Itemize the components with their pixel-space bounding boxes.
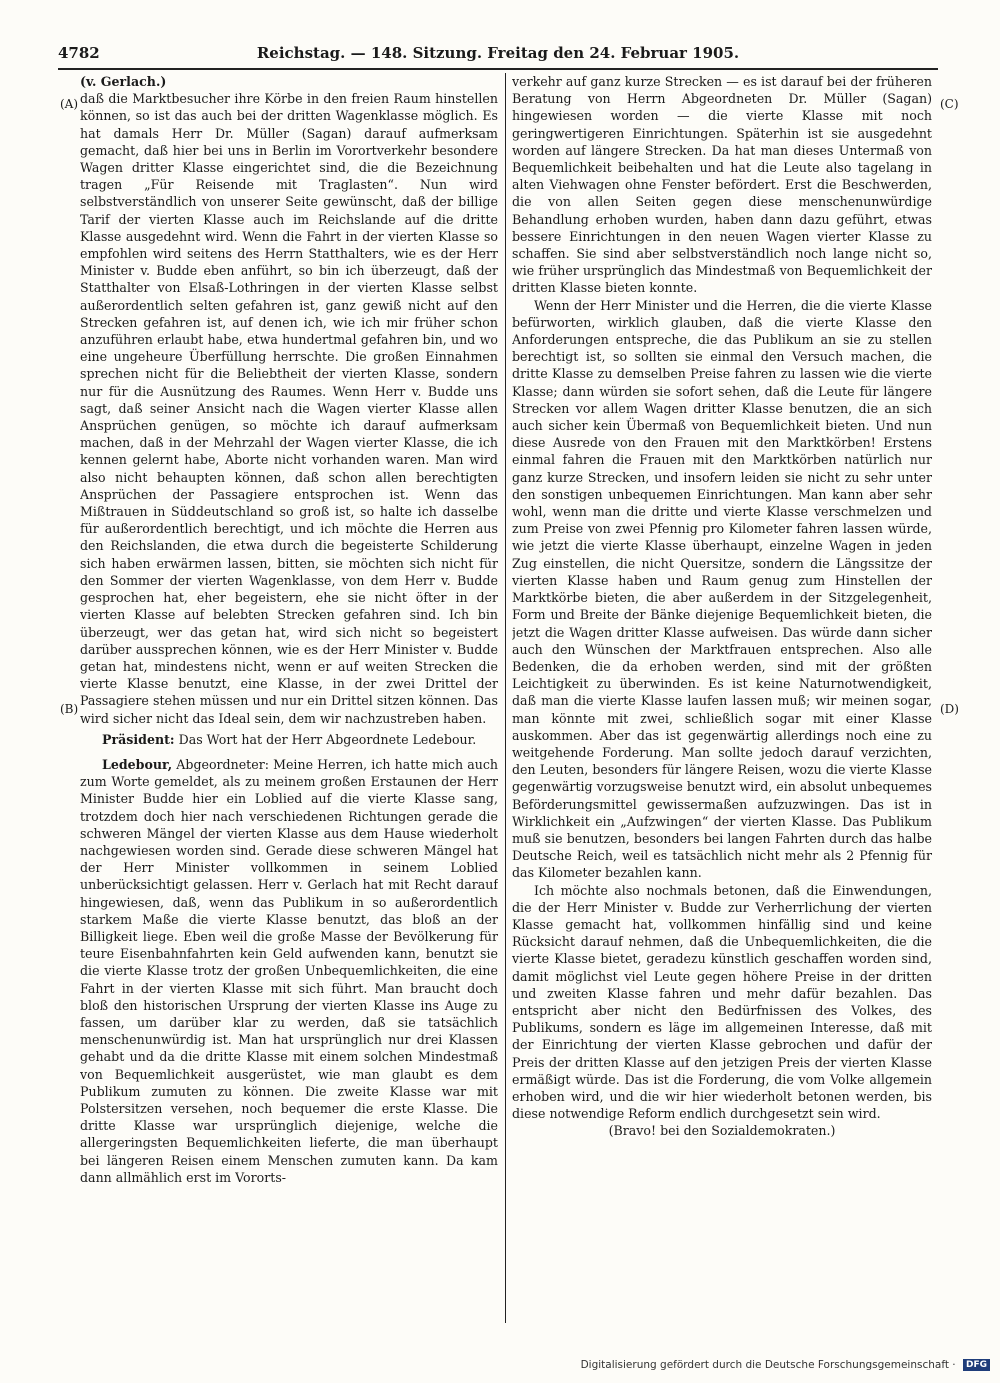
speech-text: Abgeordneter: Meine Herren, ich hatte mich auch zum Worte gemeldet, als zu meinem großen Erstaunen der Herr Minister Budde hier ein Loblied auf die vierte Klasse sang, trotzdem doch hier nach verschiedenen Richtungen gerade die schweren Mängel der vierten Klasse aus dem Hause wiederholt nachgewiesen worden sind. Gerade diese schweren Mängel hat der Herr Minister vollkommen in seinem Loblied unberücksichtigt gelassen. Herr v. Gerlach hat mit Recht darauf hingewiesen, daß, wenn das Publikum in so außerordentlich starkem Maße die vierte Klasse benutzt, das bloß an der Billigkeit liege. Eben weil die große Masse der Bevölkerung für teure Eisenbahnfahrten kein Geld aufwenden kann, benutzt sie die vierte Klasse trotz der großen Unbequemlichkeiten, die eine Fahrt in der vierten Klasse mit sich führt. Man braucht doch bloß den historischen Ursprung der vierten Klasse ins Auge zu fassen, um darüber klar zu werden, daß sie tatsächlich menschenunwürdig ist. Man hat ursprünglich nur drei Klassen gehabt und da die dritte Klasse mit einem solchen Mindestmaß von Bequemlichkeit ausgerüstet, wie man glaubt es dem Publikum zumuten zu können. Die zweite Klasse war mit Polstersitzen versehen, noch bequemer die erste Klasse. Die dritte Klasse war ursprünglich diejenige, welche die allergeringsten Bequemlichkeiten lieferte, die man überhaupt bei längeren Reisen einem Menschen zumuten kann. Da kam dann allmählich erst im Vororts- <box>80 756 498 1185</box>
paragraph: Wenn der Herr Minister und die Herren, die die vierte Klasse befürworten, wirklich glauben, daß die vierte Klasse den Anforderungen entspreche, die das Publikum an sie zu stellen berechtigt ist, so sollten sie einmal den Versuch machen, die dritte Klasse zu demselben Preise fahren zu lassen wie die vierte Klasse; dann würden sie sofort sehen, daß die Leute für längere Strecken vor allem Wagen dritter Klasse benutzen, die an sich auch sicher kein Übermaß von Bequemlichkeit bieten. Und nun diese Ausrede von den Frauen mit den Marktkörben! Erstens einmal fahren die Frauen mit den Marktkörben natürlich nur ganz kurze Strecken, und insofern leiden sie nicht zu sehr unter den sonstigen unbequemen Einrichtungen. Man kann aber sehr wohl, wenn man die dritte und vierte Klasse verschmelzen und zum Preise von zwei Pfennig pro Kilometer fahren lassen würde, wie jetzt die vierte Klasse überhaupt, einzelne Wagen in jeden Zug einstellen, die nicht Quersitze, sondern die Längssitze der vierten Klasse haben und Raum genug zum Hinstellen der Marktkörbe bieten, die aber außerdem in der Sitzgelegenheit, Form und Breite der Bänke diejenige Bequemlichkeit bieten, die jetzt die Wagen dritter Klasse aufweisen. Das würde dann sicher auch den Wünschen der Marktfrauen entsprechen. Also alle Bedenken, die da erhoben werden, sind mit der größten Leichtigkeit zu überwinden. Es ist keine Naturnotwendigkeit, daß man die vierte Klasse laufen lassen muß; wir meinen sogar, man könnte mit zwei, schließlich sogar mit einer Klasse auskommen. Aber das ist gegenwärtig allerdings noch eine zu weitgehende Forderung. Man sollte jedoch darauf verzichten, den Leuten, besonders für längere Reisen, wozu die vierte Klasse gegenwärtig vorzugsweise benutzt wird, ein absolut unbequemes Beförderungsmittel gewissermaßen aufzuzwingen. Das ist in Wirklichkeit ein „Aufzwingen“ der vierten Klasse. Das Publikum muß sie benutzen, besonders bei langen Fahrten durch das halbe Deutsche Reich, weil es tatsächlich nicht mehr als 2 Pfennig für das Kilometer bezahlen kann. <box>512 297 932 881</box>
margin-marker-c: (C) <box>940 97 959 111</box>
paragraph: daß die Marktbesucher ihre Körbe in den freien Raum hinstellen können, so ist das auch bei der dritten Wagenklasse möglich. Es hat damals Herr Dr. Müller (Sagan) darauf aufmerksam gemacht, daß hier bei uns in Berlin im Vorortverkehr besondere Wagen dritter Klasse eingerichtet sind, die die Bezeichnung tragen „Für Reisende mit Traglasten“. Nun wird selbstverständlich von unserer Seite gewünscht, daß der billige Tarif der vierten Klasse auch im Reichslande auf die dritte Klasse ausgedehnt wird. Wenn die Fahrt in der vierten Klasse so empfohlen wird seitens des Herrn Statthalters, wie es der Herr Minister v. Budde eben anführt, so bin ich überzeugt, daß der Statthalter von Elsaß-Lothringen in der vierten Klasse selbst außerordentlich selten gefahren ist, ganz gewiß nicht auf den Strecken gefahren ist, auf denen ich, wie ich mir früher schon anzuführen erlaubt habe, etwa hundertmal gefahren bin, und wo eine ungeheure Überfüllung herrschte. Die großen Einnahmen sprechen nicht für die Beliebtheit der vierten Klasse, sondern nur für die Ausnützung des Raumes. Wenn Herr v. Budde uns sagt, daß seiner Ansicht nach die Wagen vierter Klasse allen Ansprüchen genügen, so möchte ich darauf aufmerksam machen, daß in der Mehrzahl der Wagen vierter Klasse, die ich kennen gelernt habe, Aborte nicht vorhanden waren. Man wird also nicht behaupten können, daß schon allen berechtigten Ansprüchen der Passagiere entsprochen ist. Wenn das Mißtrauen in Süddeutschland so groß ist, so halte ich dasselbe für außerordentlich berechtigt, und ich möchte die Herren aus den Reichslanden, die etwa durch die begeisterte Schilderung sich haben erwärmen lassen, bitten, sie möchten sich nicht für den Sommer der vierten Wagenklasse, von dem Herr v. Budde gesprochen hat, eher begeistern, ehe sie nicht öfter in der vierten Klasse auf belebten Strecken gefahren sind. Ich bin überzeugt, wer das getan hat, wird sich nicht so begeistert darüber aussprechen können, wie es der Herr Minister v. Budde getan hat, mindestens nicht, wenn er auf weiten Strecken die vierte Klasse benutzt, eine Klasse, in der zwei Drittel der Passagiere stehen müssen und nur ein Drittel sitzen können. Das wird sicher nicht das Ideal sein, dem wir nachzustreben haben. <box>80 91 498 726</box>
running-head: Reichstag. — 148. Sitzung. Freitag den 24. Februar 1905. <box>256 44 740 62</box>
page-header <box>58 44 938 68</box>
dfg-logo: DFG <box>963 1359 990 1371</box>
statement-text: Das Wort hat der Herr Abgeordnete Ledebour. <box>178 731 477 747</box>
paragraph: verkehr auf ganz kurze Strecken — es ist darauf bei der früheren Beratung von Herrn Abgeordneten Dr. Müller (Sagan) hingewiesen worden — die vierte Klasse mit noch geringwertigeren Einrichtungen. Späterhin ist sie ausgedehnt worden auf längere Strecken. Da hat man dieses Untermaß von Bequemlichkeit beibehalten und hat die Leute also tagelang in alten Viehwagen ohne Fenster befördert. Erst die Beschwerden, die von allen Seiten gegen diese menschenunwürdige Behandlung erhoben wurden, haben dann dazu geführt, etwas bessere Einrichtungen in den neuen Wagen vierter Klasse zu schaffen. Sie sind aber selbstverständlich noch lange nicht so, wie früher ursprünglich das Mindestmaß von Bequemlichkeit der dritten Klasse bieten konnte. <box>512 74 932 296</box>
left-column <box>80 73 498 1323</box>
paragraph: Ich möchte also nochmals betonen, daß die Einwendungen, die der Herr Minister v. Budde zur Verherrlichung der vierten Klasse gemacht hat, vollkommen hinfällig sind und keine Rücksicht darauf nehmen, daß die Unbequemlichkeiten, die die vierte Klasse bietet, geradezu künstlich geschaffen worden sind, damit möglichst viel Leute gegen höhere Preise in der dritten und zweiten Klasse fahren und mehr dafür bezahlen. Das entspricht aber nicht den Bedürfnissen des Volkes, des Publikums, sondern es läge im allgemeinen Interesse, daß mit der Einrichtung der vierten Klasse gebrochen und dafür der Preis der dritten Klasse auf den jetzigen Preis der vierten Klasse ermäßigt würde. Das ist die Forderung, die vom Volke allgemein erhoben wird, und die wir hier wiederholt betonen werden, bis diese notwendige Reform endlich durchgesetzt sein wird. <box>512 882 932 1122</box>
speech <box>80 756 498 1186</box>
header-rule <box>58 68 938 70</box>
speaker-label: Präsident: <box>102 731 175 747</box>
page-number: 4782 <box>58 44 100 62</box>
speaker-label: Ledebour, <box>102 756 173 772</box>
margin-marker-a: (A) <box>60 97 79 111</box>
margin-marker-d: (D) <box>940 702 959 716</box>
continued-speaker: (v. Gerlach.) <box>80 74 167 89</box>
column-divider <box>505 73 506 1323</box>
margin-marker-b: (B) <box>60 702 79 716</box>
applause-note: (Bravo! bei den Sozialdemokraten.) <box>608 1123 836 1139</box>
digitization-credit <box>581 1359 990 1371</box>
credit-text: Digitalisierung gefördert durch die Deutsche Forschungsgemeinschaft · <box>580 1359 956 1371</box>
right-column <box>512 73 932 1323</box>
president-statement <box>80 731 498 748</box>
